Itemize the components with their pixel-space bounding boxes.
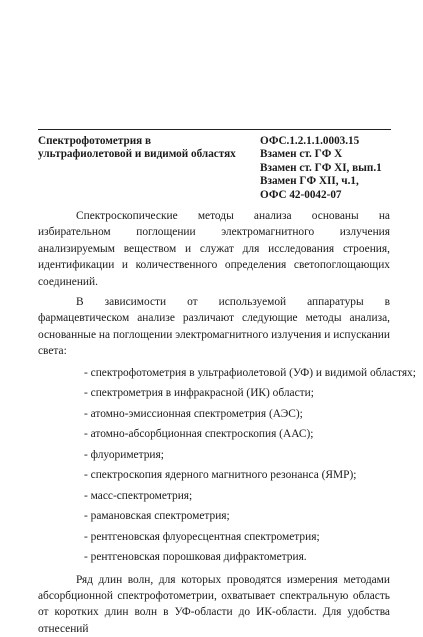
list-item: - атомно-абсорбционная спектроскопия (ААС); (84, 428, 314, 441)
list-item: - рентгеновская флуоресцентная спектрометрия; (84, 530, 320, 543)
paragraph-methods-intro: В зависимости от используемой аппаратуры в фармацевтическом анализе различают следующие методы анализа, основанные на поглощении электромагнитного излучения и испускании света: (38, 296, 390, 358)
paragraph-wavelengths: Ряд длин волн, для которых проводятся измерения методами абсорбционной спектрофотометрии, охватывает спектральную область от коротких длин волн в УФ-области до ИК-области. Для удобства отнесений (38, 573, 390, 635)
document-title (38, 135, 248, 161)
list-item: - спектроскопия ядерного магнитного резонанса (ЯМР); (84, 469, 357, 482)
list-item: - рамановская спектрометрия; (84, 510, 230, 523)
ref-replaces-2: Взамен ст. ГФ XI, вып.1 (260, 161, 382, 174)
paragraph-intro: Спектроскопические методы анализа основаны на избирательном поглощении электромагнитного излучения анализируемым веществом и служат для исследования строения, идентификации и количественного определения светопоглощающих соединений. (38, 210, 390, 288)
methods-list (38, 363, 416, 568)
list-item: - спектрофотометрия в ультрафиолетовой (УФ) и видимой областях; (84, 366, 416, 379)
title-line-1: Спектрофотометрия в (38, 135, 152, 147)
document-references (260, 135, 400, 202)
document-body (38, 208, 416, 637)
header-rule (38, 129, 391, 130)
ref-replaces-3: Взамен ГФ XII, ч.1, (260, 175, 359, 188)
list-item: - атомно-эмиссионная спектрометрия (АЭС); (84, 407, 303, 420)
title-line-2: ультрафиолетовой и видимой областях (38, 148, 236, 160)
list-item: - рентгеновская порошковая дифрактометрия. (84, 551, 307, 564)
ref-replaces-4: ОФС 42-0042-07 (260, 188, 342, 201)
ref-code: ОФС.1.2.1.1.0003.15 (260, 135, 360, 147)
list-item: - спектрометрия в инфракрасной (ИК) области; (84, 387, 314, 400)
list-item: - масс-спектрометрия; (84, 489, 193, 502)
ref-replaces-1: Взамен ст. ГФ X (260, 148, 343, 161)
list-item: - флуориметрия; (84, 448, 164, 461)
